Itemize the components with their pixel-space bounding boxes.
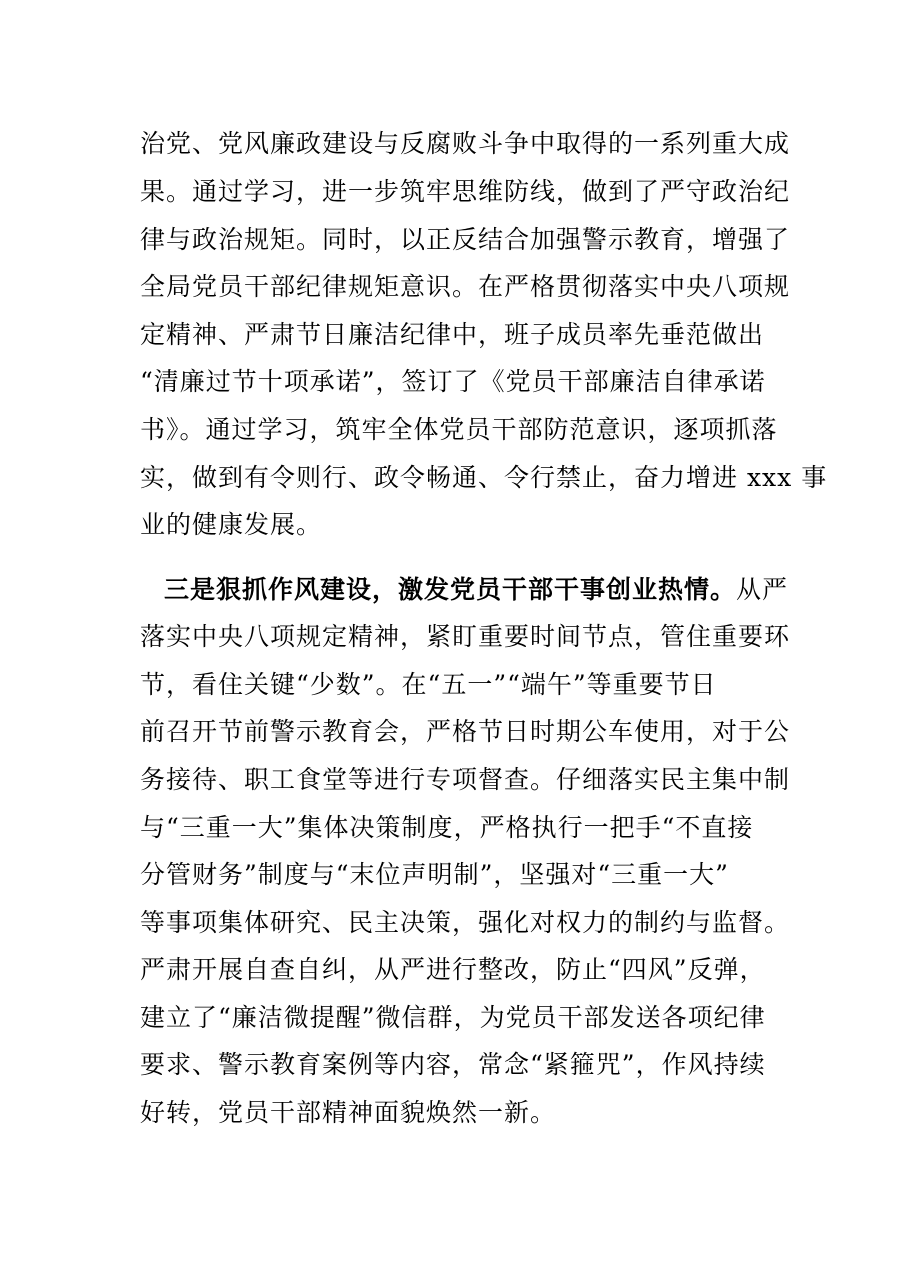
paragraph-first-line-rest: 从严 <box>736 575 789 604</box>
paragraph-line: 果。通过学习，进一步筑牢思维防线，做到了严守政治纪 <box>140 177 791 206</box>
paragraph-first-line <box>164 574 788 606</box>
paragraph-line: 与“三重一大”集体决策制度，严格执行一把手“不直接 <box>140 813 754 842</box>
paragraph-line: 定精神、严肃节日廉洁纪律中，班子成员率先垂范做出 <box>140 320 765 349</box>
paragraph-line: 建立了“廉洁微提醒”微信群，为党员干部发送各项纪律 <box>140 1003 766 1032</box>
paragraph-line: 书》。通过学习，筑牢全体党员干部防范意识，逐项抓落 <box>140 415 778 444</box>
paragraph-line: 治党、党风廉政建设与反腐败斗争中取得的一系列重大成 <box>140 129 791 158</box>
paragraph-line: 务接待、职工食堂等进行专项督查。仔细落实民主集中制 <box>140 765 791 794</box>
paragraph-line: 业的健康发展。 <box>140 510 323 539</box>
paragraph-line: 要求、警示教育案例等内容，常念“紧箍咒”，作风持续 <box>140 1050 766 1079</box>
paragraph-line: 实，做到有令则行、政令畅通、令行禁止，奋力增进 xxx 事 <box>140 463 828 492</box>
paragraph-line: 前召开节前警示教育会，严格节日时期公车使用，对于公 <box>140 717 791 746</box>
paragraph-line: 全局党员干部纪律规矩意识。在严格贯彻落实中央八项规 <box>140 272 791 301</box>
paragraph-heading: 三是狠抓作风建设，激发党员干部干事创业热情。 <box>164 575 737 604</box>
paragraph-line: 分管财务”制度与“末位声明制”，坚强对“三重一大” <box>140 860 729 889</box>
paragraph-line: 律与政治规矩。同时，以正反结合加强警示教育，增强了 <box>140 225 791 254</box>
paragraph-line: 等事项集体研究、民主决策，强化对权力的制约与监督。 <box>140 908 791 937</box>
paragraph-line: “清廉过节十项承诺”，签订了《党员干部廉洁自律承诺 <box>140 367 766 396</box>
paragraph-line: 节，看住关键“少数”。在“五一”“端午”等重要节日 <box>140 670 717 699</box>
paragraph-line: 落实中央八项规定精神，紧盯重要时间节点，管住重要环 <box>140 622 791 651</box>
paragraph-line: 好转，党员干部精神面貌焕然一新。 <box>140 1098 557 1127</box>
paragraph-line: 严肃开展自查自纠，从严进行整改，防止“四风”反弹， <box>140 955 766 984</box>
